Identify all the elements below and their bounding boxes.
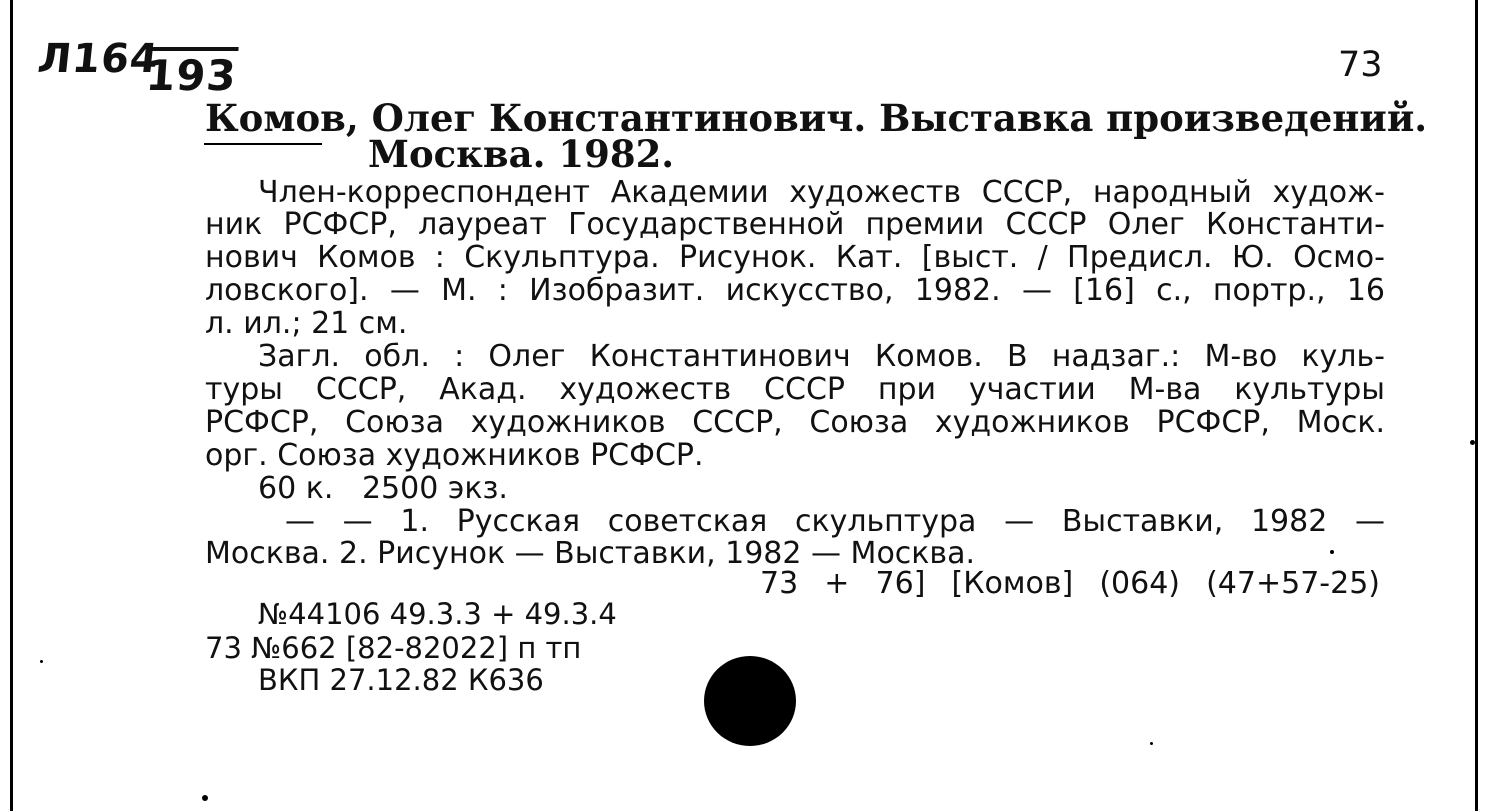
scan-speck — [1330, 550, 1334, 554]
description-line-3: нович Комов : Скульптура. Рисунок. Кат. [выст. / Предисл. Ю. Осмо- — [205, 240, 1385, 275]
card-left-edge — [10, 0, 13, 811]
subjects-line-2: Москва. 2. Рисунок — Выставки, 1982 — Москва. — [205, 536, 976, 571]
scan-speck — [1150, 742, 1153, 745]
subjects-line-1: — — 1. Русская советская скульптура — Выставки, 1982 — — [285, 504, 1385, 539]
registry-line-1: №44106 49.3.3 + 49.3.4 — [258, 597, 617, 631]
classification-index: 73 + 76] [Комов] (064) (47+57-25) — [760, 566, 1380, 601]
handwritten-shelfmark: Л164 — [35, 36, 162, 82]
notes-line-2: туры СССР, Акад. художеств СССР при участии М-ва культуры — [205, 372, 1385, 407]
punch-hole — [704, 656, 796, 746]
registry-line-3: ВКП 27.12.82 К636 — [258, 663, 544, 697]
price-and-print-run: 60 к. 2500 экз. — [258, 471, 508, 506]
card-right-edge — [1475, 0, 1478, 811]
description-line-4: ловского]. — М. : Изобразит. искусство, 1982. — [16] с., портр., 16 — [205, 273, 1385, 308]
notes-line-3: РСФСР, Союза художников СССР, Союза художников РСФСР, Моск. — [205, 405, 1385, 440]
description-line-5: л. ил.; 21 см. — [205, 306, 408, 341]
description-line-2: ник РСФСР, лауреат Государственной премии СССР Олег Константи- — [205, 207, 1385, 242]
scan-speck — [40, 660, 43, 663]
title-heading-line-1: Комов, Олег Константинович. Выставка произведений. — [205, 96, 1428, 140]
page-number: 73 — [1338, 45, 1383, 85]
notes-line-4: орг. Союза художников РСФСР. — [205, 438, 704, 473]
description-line-1: Член-корреспондент Академии художеств СССР, народный худож- — [258, 175, 1385, 210]
registry-line-2: 73 №662 [82-82022] п тп — [205, 631, 582, 665]
title-heading-line-2: Москва. 1982. — [368, 132, 675, 176]
author-underline — [204, 143, 322, 145]
scan-speck — [202, 795, 208, 801]
scan-speck — [1470, 440, 1475, 445]
notes-line-1: Загл. обл. : Олег Константинович Комов. В надзаг.: М-во куль- — [258, 339, 1385, 374]
handwritten-number: 193 — [144, 51, 239, 100]
